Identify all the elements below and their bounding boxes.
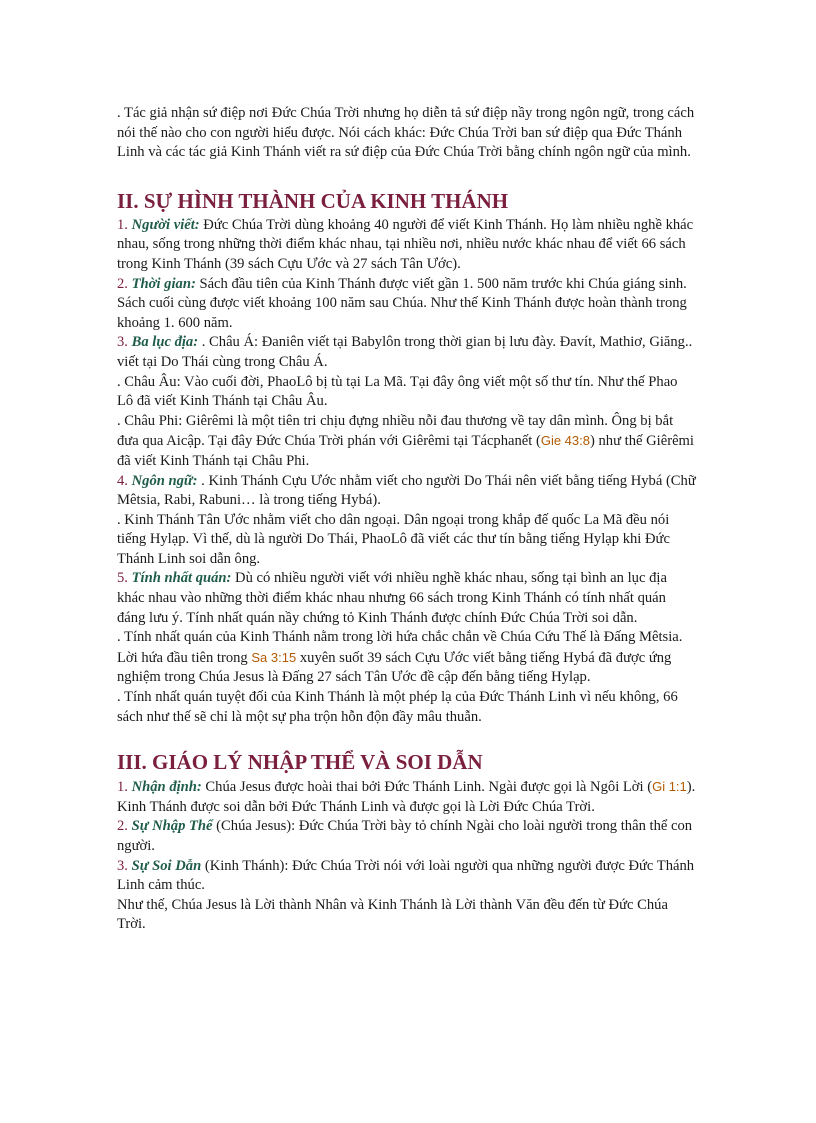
text-before: . Tính nhất quán của Kinh Thánh nằm trong lời hứa chắc chắn về Chúa Cứu Thế là Đấng Mêtsia. Lời hứa đầu tiên trong	[117, 629, 683, 666]
item-text: Dù có nhiều người viết với nhiều nghề khác nhau, sống tại bình an lục địa khác nhau vào những thời điểm khác nhau nhưng 66 sách trong Kinh Thánh có tính nhất quán đáng lưu ý. Tính nhất quán nầy chứng tỏ Kinh Thánh được chính Đức Chúa Trời soi dẫn.	[117, 570, 667, 626]
scripture-reference-link[interactable]: Gie 43:8	[540, 433, 590, 449]
section-heading-iii: III. GIÁO LÝ NHẬP THỂ VÀ SOI DẪN	[117, 750, 483, 775]
paragraph-africa	[117, 412, 697, 472]
item-lead: Sự Nhập Thể	[131, 818, 213, 835]
item-lead: Tính nhất quán:	[131, 570, 232, 587]
paragraph-new-testament: . Kinh Thánh Tân Ước nhằm viết cho dân ngoại. Dân ngoại trong khắp đế quốc La Mã đều nói tiếng Hylạp. Vì thế, dù là người Do Thái, PhaoLô đã viết các thư tín bằng tiếng Hylạp khi Đức Thánh Linh soi dẫn ông.	[117, 511, 670, 567]
item-number: 2.	[117, 818, 128, 835]
paragraph-conclusion: Như thế, Chúa Jesus là Lời thành Nhân và Kinh Thánh là Lời thành Văn đều đến từ Đức Chúa Trời.	[117, 896, 668, 933]
scripture-reference-link[interactable]: Sa 3:15	[251, 649, 297, 665]
section-heading-ii: II. SỰ HÌNH THÀNH CỦA KINH THÁNH	[117, 188, 509, 213]
item-number: 2.	[117, 275, 128, 292]
text-before: Chúa Jesus được hoài thai bởi Đức Thánh Linh. Ngài được gọi là Ngôi Lời (	[201, 779, 653, 796]
paragraph-promise	[117, 628, 697, 688]
text-before: . Châu Phi: Giêrêmi là một tiên tri chịu đựng nhiều nỗi đau thương về tay dân mình. Ông bị bắt đưa qua Aicập. Tại đây Đức Chúa Trời phán với Giêrêmi tại Tácphanết (	[117, 412, 674, 450]
item-number: 1.	[117, 779, 128, 796]
intro-paragraph: . Tác giả nhận sứ điệp nơi Đức Chúa Trời nhưng họ diễn tả sứ điệp nầy trong ngôn ngữ, trong cách nói thế nào cho con người hiểu được. Nói cách khác: Đức Chúa Trời ban sứ điệp qua Đức Thánh Linh và các tác giả Kinh Thánh viết ra sứ điệp của Đức Chúa Trời bằng chính ngôn ngữ của mình.	[117, 105, 695, 161]
item-lead: Ba lục địa:	[131, 334, 199, 351]
item-lead: Sự Soi Dẫn	[131, 857, 202, 874]
item-number: 3.	[117, 857, 128, 874]
paragraph-writers	[117, 216, 697, 275]
item-lead: Ngôn ngữ:	[131, 472, 198, 489]
paragraph-miracle: . Tính nhất quán tuyệt đối của Kinh Thánh là một phép lạ của Đức Thánh Linh vì nếu không, 66 sách như thế sẽ chỉ là một sự pha trộn hỗn độn đầy mâu thuẫn.	[117, 689, 678, 725]
item-text: (Chúa Jesus): Đức Chúa Trời bày tỏ chính Ngài cho loài người trong thân thể con người.	[117, 818, 693, 854]
item-number: 1.	[117, 216, 128, 233]
item-text: Đức Chúa Trời dùng khoảng 40 người để viết Kinh Thánh. Họ làm nhiều nghề khác nhau, sống trong những thời điểm khác nhau, tại nhiều nơi, nhiều nước khác nhau để viết 66 sách trong Kinh Thánh (39 sách Cựu Ước và 27 sách Tân Ước).	[117, 216, 694, 272]
document-page	[117, 104, 697, 935]
item-text: (Kinh Thánh): Đức Chúa Trời nói với loài người qua những người được Đức Thánh Linh cảm thúc.	[117, 857, 695, 894]
paragraph-inspiration	[117, 857, 697, 896]
paragraph-definition	[117, 777, 697, 817]
item-number: 4.	[117, 472, 128, 489]
paragraph-language	[117, 472, 697, 511]
paragraph-continents	[117, 333, 697, 372]
text-after: ). Kinh Thánh được soi dẫn bởi Đức Thánh Linh và được gọi là Lời Đức Chúa Trời.	[117, 779, 696, 815]
item-lead: Nhận định:	[131, 779, 202, 796]
item-number: 3.	[117, 334, 128, 351]
text-after: ) như thế Giêrêmi đã viết Kinh Thánh tại Châu Phi.	[117, 433, 694, 469]
item-number: 5.	[117, 570, 128, 587]
text-after: xuyên suốt 39 sách Cựu Ước viết bằng tiếng Hybá đã được ứng nghiệm trong Chúa Jesus là Đấng 27 sách Tân Ước đề cập đến bằng tiếng Hylạp.	[117, 649, 672, 686]
scripture-reference-link[interactable]: Gi 1:1	[652, 779, 687, 795]
item-text: . Châu Á: Đaniên viết tại Babylôn trong thời gian bị lưu đày. Đavít, Mathiơ, Giăng.. viết tại Do Thái cùng trong Châu Á.	[117, 334, 693, 370]
item-lead: Thời gian:	[131, 275, 196, 292]
paragraph-time	[117, 275, 697, 334]
item-text: Sách đầu tiên của Kinh Thánh được viết gần 1. 500 năm trước khi Chúa giáng sinh. Sách cuối cùng được viết khoảng 100 năm sau Chúa. Như thế Kinh Thánh được hoàn thành trong khoảng 1. 600 năm.	[117, 275, 687, 331]
paragraph-europe: . Châu Âu: Vào cuối đời, PhaoLô bị tù tại La Mã. Tại đây ông viết một số thư tín. Như thế Phao Lô đã viết Kinh Thánh tại Châu Âu.	[117, 373, 678, 410]
paragraph-consistency	[117, 569, 697, 628]
item-text: . Kinh Thánh Cựu Ước nhằm viết cho người Do Thái nên viết bằng tiếng Hybá (Chữ Mêtsia, Rabi, Rabuni… là trong tiếng Hybá).	[117, 472, 696, 509]
paragraph-incarnation	[117, 817, 697, 856]
item-lead: Người viết:	[131, 216, 200, 233]
